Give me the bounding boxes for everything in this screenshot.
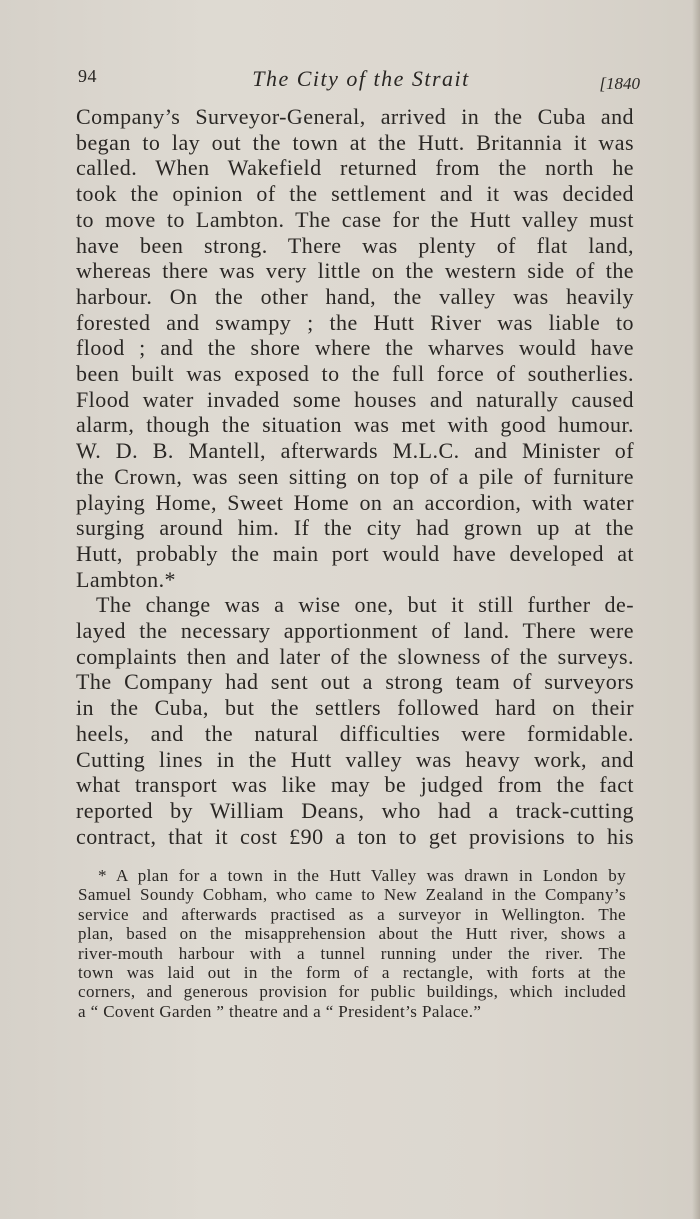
footnote-line: a “ Covent Garden ” theatre and a “ President’s Palace.”	[78, 1001, 482, 1021]
text-line: called. When Wakefield returned from the north he	[76, 155, 634, 181]
text-line: forested and swampy ; the Hutt River was liable to	[76, 309, 634, 335]
text-line: to move to Lambton. The case for the Hutt valley must	[76, 206, 634, 232]
footnote-line: plan, based on the misapprehension about the Hutt river, shows a	[78, 924, 626, 944]
text-line: heels, and the natural difficulties were formidable.	[76, 720, 634, 746]
text-line: have been strong. There was plenty of flat land,	[76, 232, 634, 258]
text-line: took the opinion of the settlement and it was decided	[76, 181, 634, 207]
text-line: in the Cuba, but the settlers followed hard on their	[76, 695, 634, 721]
text-line: reported by William Deans, who had a track-cutting	[76, 797, 634, 823]
text-line: been built was exposed to the full force of southerlies.	[76, 361, 634, 387]
text-line: flood ; and the shore where the wharves would have	[76, 335, 634, 361]
text-line: what transport was like may be judged from the fact	[76, 772, 634, 798]
text-line: harbour. On the other hand, the valley was heavily	[76, 283, 634, 309]
footnote-line: corners, and generous provision for public buildings, which included	[78, 982, 626, 1002]
footnote-line: Samuel Soundy Cobham, who came to New Zealand in the Company’s	[78, 885, 626, 905]
text-line: began to lay out the town at the Hutt. Britannia it was	[76, 129, 634, 155]
text-line: complaints then and later of the slowness of the surveys.	[76, 643, 634, 669]
text-line: surging around him. If the city had grown up at the	[76, 515, 634, 541]
text-line: The change was a wise one, but it still further de-	[96, 592, 634, 618]
footnote-line: service and afterwards practised as a surveyor in Wellington. The	[78, 904, 626, 924]
running-title: The City of the Strait	[252, 66, 470, 91]
page-number: 94	[78, 66, 97, 86]
text-line: whereas there was very little on the western side of the	[76, 258, 634, 284]
page-header	[78, 66, 644, 96]
body-text	[76, 104, 634, 849]
text-line: the Crown, was seen sitting on top of a pile of furniture	[76, 463, 634, 489]
year-marker: [1840	[599, 74, 640, 93]
text-line: Company’s Surveyor-General, arrived in the Cuba and	[76, 104, 634, 129]
text-line: W. D. B. Mantell, afterwards M.L.C. and Minister of	[76, 438, 634, 464]
text-line: Hutt, probably the main port would have developed at	[76, 540, 634, 566]
footnote-line: * A plan for a town in the Hutt Valley was drawn in London by	[98, 866, 626, 885]
footnote-line: town was laid out in the form of a rectangle, with forts at the	[78, 963, 626, 983]
text-line: layed the necessary apportionment of land. There were	[76, 618, 634, 644]
text-line: The Company had sent out a strong team of surveyors	[76, 669, 634, 695]
page-edge	[692, 0, 700, 1219]
text-line: Flood water invaded some houses and naturally caused	[76, 386, 634, 412]
text-line: Cutting lines in the Hutt valley was heavy work, and	[76, 746, 634, 772]
text-line: contract, that it cost £90 a ton to get provisions to his	[76, 823, 634, 849]
footnote	[78, 866, 626, 1021]
footnote-line: river-mouth harbour with a tunnel running under the river. The	[78, 943, 626, 963]
text-line: Lambton.*	[76, 566, 176, 592]
text-line: alarm, though the situation was met with good humour.	[76, 412, 634, 438]
text-line: playing Home, Sweet Home on an accordion, with water	[76, 489, 634, 515]
